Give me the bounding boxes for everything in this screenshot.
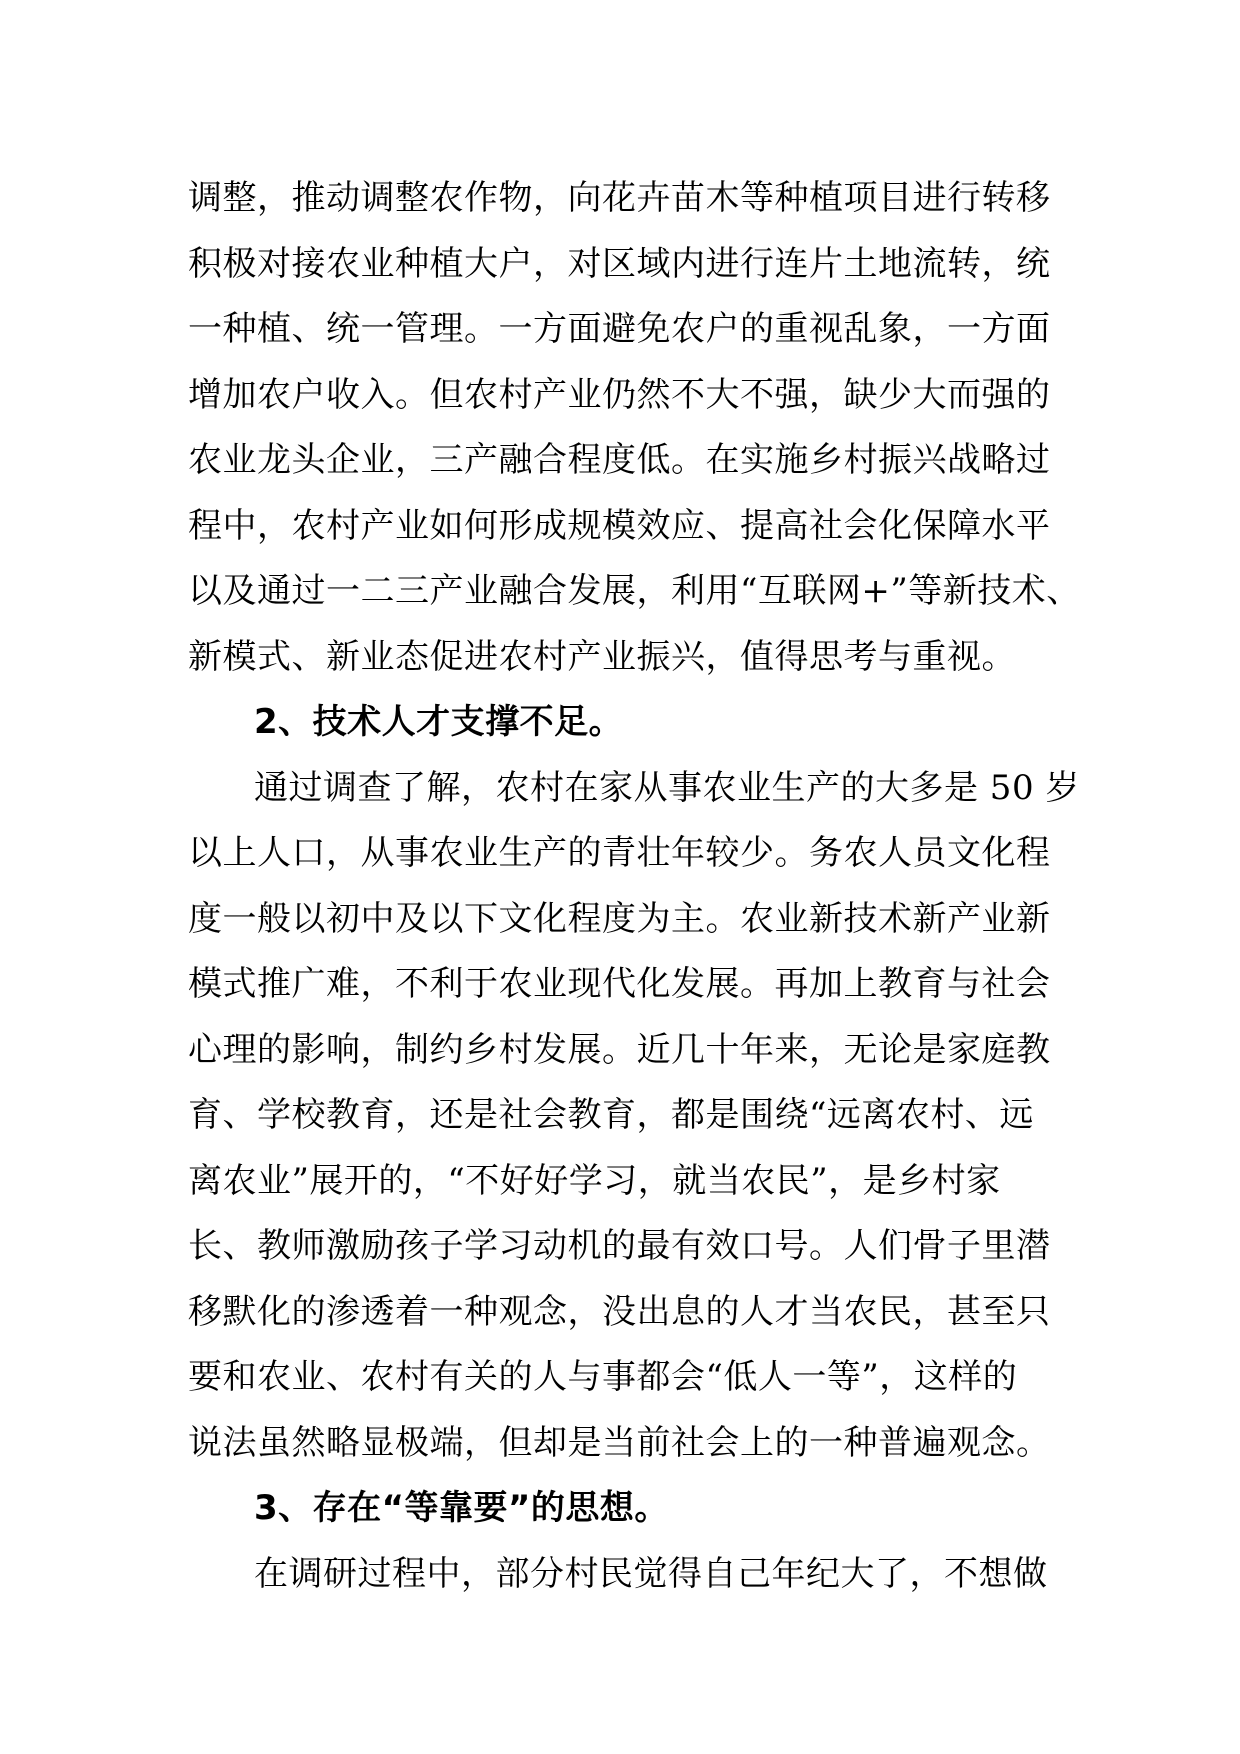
- paragraph-line: 一种植、统一管理。一方面避免农户的重视乱象，一方面: [188, 309, 1051, 349]
- paragraph-line: 度一般以初中及以下文化程度为主。农业新技术新产业新: [188, 898, 1051, 939]
- paragraph-line: 以及通过一二三产业融合发展，利用“互联网+”等新技术、: [188, 571, 1081, 611]
- paragraph-line: 离农业”展开的，“不好好学习，就当农民”，是乡村家: [188, 1160, 1001, 1201]
- paragraph-line: 新模式、新业态促进农村产业振兴，值得思考与重视。: [188, 636, 1016, 677]
- section-heading: 2、技术人才支撑不足。: [254, 702, 624, 742]
- paragraph-line: 通过调查了解，农村在家从事农业生产的大多是 50 岁: [254, 767, 1080, 808]
- paragraph-line: 心理的影响，制约乡村发展。近几十年来，无论是家庭教: [188, 1029, 1051, 1070]
- document-body: [188, 166, 1081, 1607]
- paragraph-line: 增加农户收入。但农村产业仍然不大不强，缺少大而强的: [188, 374, 1051, 415]
- paragraph-line: 农业龙头企业，三产融合程度低。在实施乡村振兴战略过: [188, 440, 1051, 480]
- paragraph-line: 说法虽然略显极端，但却是当前社会上的一种普遍观念。: [188, 1422, 1051, 1463]
- paragraph-line: 程中，农村产业如何形成规模效应、提高社会化保障水平: [188, 505, 1051, 546]
- paragraph-line: 在调研过程中，部分村民觉得自己年纪大了，不想做: [254, 1553, 1048, 1594]
- paragraph-line: 调整，推动调整农作物，向花卉苗木等种植项目进行转移: [188, 178, 1051, 218]
- paragraph-line: 育、学校教育，还是社会教育，都是围绕“远离农村、远: [188, 1095, 1034, 1135]
- paragraph-line: 积极对接农业种植大户，对区域内进行连片土地流转，统: [188, 243, 1051, 284]
- paragraph-line: 模式推广难，不利于农业现代化发展。再加上教育与社会: [188, 964, 1051, 1004]
- paragraph-line: 长、教师激励孩子学习动机的最有效口号。人们骨子里潜: [188, 1226, 1051, 1266]
- paragraph-line: 以上人口，从事农业生产的青壮年较少。务农人员文化程: [188, 833, 1051, 873]
- paragraph-line: 移默化的渗透着一种观念，没出息的人才当农民，甚至只: [188, 1291, 1051, 1332]
- section-heading: 3、存在“等靠要”的思想。: [254, 1488, 669, 1528]
- paragraph-line: 要和农业、农村有关的人与事都会“低人一等”，这样的: [188, 1357, 1018, 1397]
